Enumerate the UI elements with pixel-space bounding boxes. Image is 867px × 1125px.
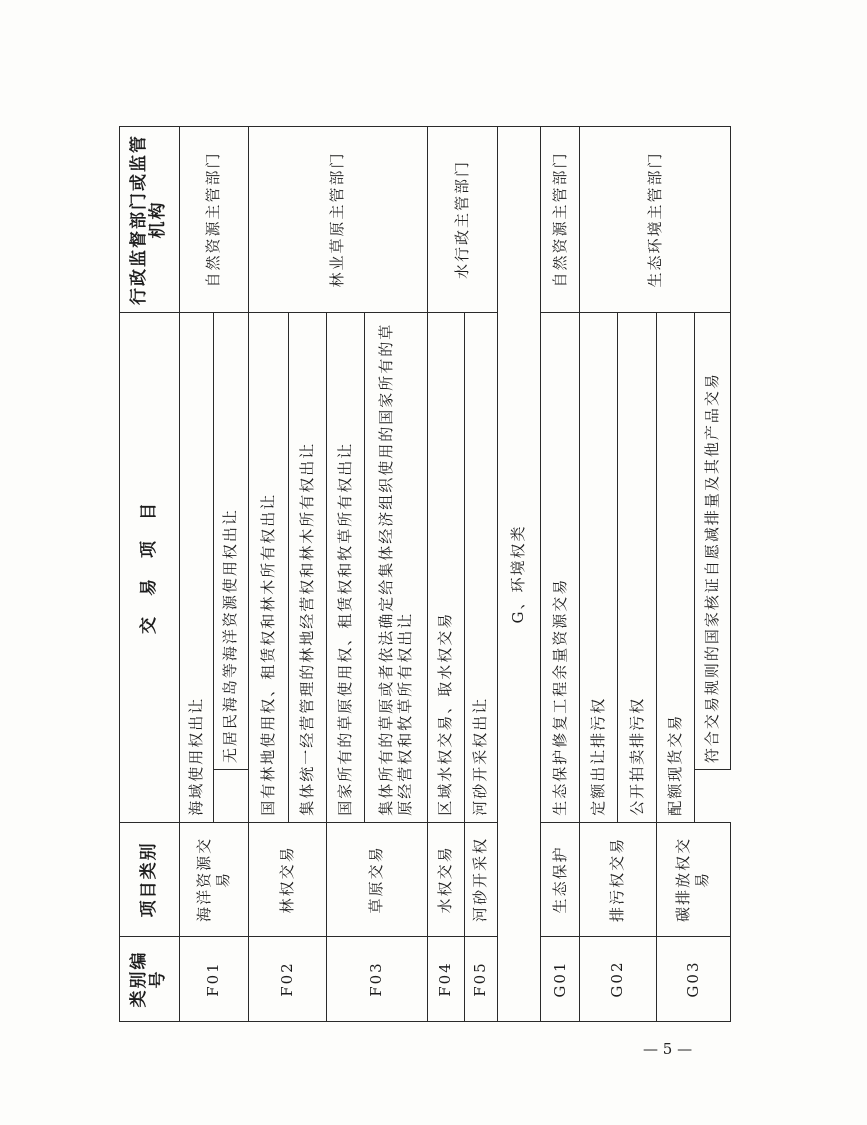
cell-category-g02: 排污权交易 [580, 822, 656, 936]
section-row-g [497, 127, 540, 1022]
cell-code-f04: F04 [427, 937, 464, 1022]
cell-code-g02: G02 [580, 937, 656, 1022]
table-row-f01a [179, 127, 213, 1022]
cell-category-f04: 水权交易 [427, 822, 464, 936]
cell-category-f03: 草原交易 [327, 822, 427, 936]
header-code: 类别编号 [120, 937, 180, 1022]
cell-item-f01-1: 海域使用权出让 [179, 313, 213, 823]
header-row [120, 127, 180, 1022]
cell-code-f03: F03 [327, 937, 427, 1022]
cell-item-g02-2: 公开拍卖排污权 [618, 313, 656, 823]
cell-item-f03-1: 国家所有的草原使用权、租赁权和牧草所有权出让 [327, 313, 364, 823]
table-row-f04 [427, 127, 464, 1022]
cell-item-g02-1: 定额出让排污权 [580, 313, 618, 823]
cell-category-g01: 生态保护 [541, 822, 580, 936]
cell-code-g03: G03 [656, 937, 730, 1022]
cell-category-f05: 河砂开采权 [464, 822, 497, 936]
cell-item-f02-2: 集体统一经营管理的林地经营权和林木所有权出让 [289, 313, 327, 823]
cell-dept-f02-f03: 林业草原主管部门 [248, 127, 427, 313]
cell-dept-f01: 自然资源主管部门 [179, 127, 248, 313]
cell-dept-f04-f05: 水行政主管部门 [427, 127, 497, 313]
cell-item-g03-2: 符合交易规则的国家核证自愿减排量及其他产品交易 [694, 313, 730, 770]
cell-item-f03-2: 集体所有的草原或者依法确定给集体经济组织使用的国家所有的草原经营权和牧草所有权出让 [364, 313, 427, 823]
table-row-g01 [541, 127, 580, 1022]
header-item: 交 易 项 目 [120, 313, 180, 823]
cell-category-f01: 海洋资源交易 [179, 822, 248, 936]
cell-code-f01: F01 [179, 937, 248, 1022]
cell-category-f02: 林权交易 [248, 822, 326, 936]
table-row-g02a [580, 127, 618, 1022]
page-number: — 5 — [643, 1040, 693, 1058]
cell-item-f04: 区域水权交易、取水权交易 [427, 313, 464, 823]
cell-category-g03: 碳排放权交易 [656, 822, 730, 936]
rotated-table-wrapper [119, 126, 731, 1022]
cell-item-g01: 生态保护修复工程余量资源交易 [541, 313, 580, 823]
cell-item-f01-2: 无居民海岛等海洋资源使用权出让 [213, 313, 248, 770]
cell-item-f02-1: 国有林地使用权、租赁权和林木所有权出让 [248, 313, 288, 823]
trading-items-table [119, 126, 731, 1022]
cell-item-g03-1: 配额现货交易 [656, 313, 694, 823]
header-dept: 行政监督部门或监管机构 [120, 127, 180, 313]
cell-dept-g01: 自然资源主管部门 [541, 127, 580, 313]
table-row-f02a [248, 127, 288, 1022]
indent-spacer [694, 770, 730, 823]
cell-code-f02: F02 [248, 937, 326, 1022]
cell-item-f05: 河砂开采权出让 [464, 313, 497, 823]
cell-code-f05: F05 [464, 937, 497, 1022]
cell-dept-g02-g03: 生态环境主管部门 [580, 127, 731, 313]
section-title-g: G、环境权类 [497, 127, 540, 1022]
cell-code-g01: G01 [541, 937, 580, 1022]
header-category: 项目类别 [120, 822, 180, 936]
indent-spacer [213, 770, 248, 823]
